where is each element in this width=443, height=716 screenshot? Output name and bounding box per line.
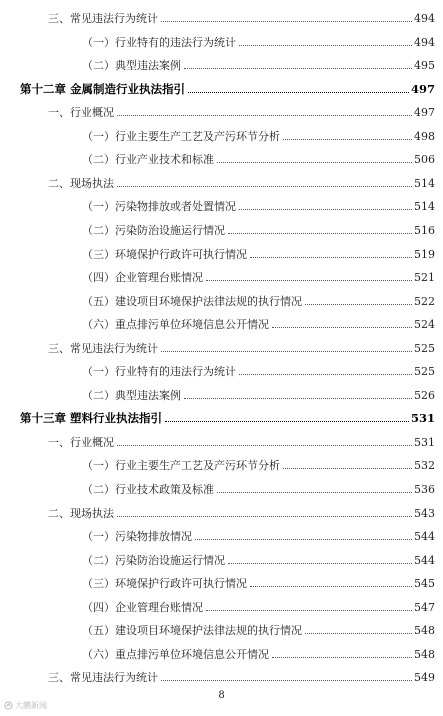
toc-entry-label: （二）污染防治设施运行情况 bbox=[82, 224, 225, 237]
toc-dot-leader bbox=[305, 304, 412, 305]
toc-dot-leader bbox=[206, 610, 412, 611]
toc-entry-label: （四）企业管理台账情况 bbox=[82, 271, 203, 284]
toc-entry-label: （一）污染物排放情况 bbox=[82, 530, 192, 543]
toc-entry-label: 一、行业概况 bbox=[48, 106, 114, 119]
toc-entry bbox=[82, 454, 435, 472]
toc-entry-page: 497 bbox=[414, 106, 435, 119]
toc-entry-label: （三）环境保护行政许可执行情况 bbox=[82, 577, 247, 590]
toc-dot-leader bbox=[117, 445, 412, 446]
toc-entry-page: 531 bbox=[414, 436, 435, 449]
toc-entry-page: 525 bbox=[414, 342, 435, 355]
toc-dot-leader bbox=[165, 421, 409, 422]
toc-entry-label: （二）典型违法案例 bbox=[82, 59, 181, 72]
toc-dot-leader bbox=[228, 563, 412, 564]
toc-entry-page: 526 bbox=[414, 389, 435, 402]
toc-entry-page: 521 bbox=[414, 271, 435, 284]
toc-entry-page: 522 bbox=[414, 295, 435, 308]
toc-entry-label: （二）行业产业技术和标准 bbox=[82, 153, 214, 166]
toc-entry-page: 532 bbox=[414, 459, 435, 472]
page-number: 8 bbox=[218, 690, 225, 701]
toc-entry bbox=[82, 525, 435, 543]
toc-entry-page: 494 bbox=[414, 12, 435, 25]
toc-entry-label: （一）行业主要生产工艺及产污环节分析 bbox=[82, 130, 280, 143]
toc-entry bbox=[82, 31, 435, 49]
toc-entry bbox=[82, 266, 435, 284]
toc-entry-label: （二）污染防治设施运行情况 bbox=[82, 554, 225, 567]
toc-entry-label: （六）重点排污单位环境信息公开情况 bbox=[82, 318, 269, 331]
toc-entry-page: 525 bbox=[414, 365, 435, 378]
toc-entry-page: 519 bbox=[414, 248, 435, 261]
toc-entry bbox=[82, 219, 435, 237]
toc-entry-page: 494 bbox=[414, 36, 435, 49]
toc-dot-leader bbox=[161, 351, 412, 352]
toc-entry-label: 二、现场执法 bbox=[48, 177, 114, 190]
toc-dot-leader bbox=[161, 680, 412, 681]
watermark bbox=[4, 700, 47, 711]
toc-dot-leader bbox=[272, 327, 412, 328]
toc-entry-label: （一）行业特有的违法行为统计 bbox=[82, 36, 236, 49]
toc-entry-label: 第十三章 塑料行业执法指引 bbox=[20, 411, 163, 425]
toc-entry-page: 544 bbox=[414, 530, 435, 543]
watermark-logo-icon bbox=[4, 701, 13, 710]
toc-dot-leader bbox=[184, 68, 412, 69]
toc-entry bbox=[48, 7, 435, 25]
toc-dot-leader bbox=[272, 657, 412, 658]
toc-entry bbox=[82, 195, 435, 213]
toc-entry-page: 524 bbox=[414, 318, 435, 331]
toc-entry bbox=[82, 125, 435, 143]
toc-entry-page: 549 bbox=[414, 671, 435, 684]
toc-entry-page: 495 bbox=[414, 59, 435, 72]
toc-entry bbox=[82, 619, 435, 637]
toc-dot-leader bbox=[228, 233, 412, 234]
toc-dot-leader bbox=[250, 257, 412, 258]
toc-dot-leader bbox=[117, 516, 412, 517]
toc-entry bbox=[48, 337, 435, 355]
toc-entry bbox=[82, 54, 435, 72]
toc-chapter-entry bbox=[20, 78, 435, 96]
toc-entry bbox=[82, 243, 435, 261]
toc-entry-page: 498 bbox=[414, 130, 435, 143]
toc-dot-leader bbox=[184, 398, 412, 399]
toc-entry-page: 514 bbox=[414, 200, 435, 213]
toc-dot-leader bbox=[250, 586, 412, 587]
toc-entry bbox=[82, 384, 435, 402]
toc-entry bbox=[48, 101, 435, 119]
toc-entry bbox=[82, 478, 435, 496]
toc-entry-page: 547 bbox=[414, 601, 435, 614]
toc-entry-label: （五）建设项目环境保护法律法规的执行情况 bbox=[82, 624, 302, 637]
toc-dot-leader bbox=[117, 115, 412, 116]
toc-entry-page: 548 bbox=[414, 648, 435, 661]
toc-dot-leader bbox=[239, 45, 412, 46]
toc-entry bbox=[48, 431, 435, 449]
toc-entry-page: 497 bbox=[410, 82, 435, 96]
toc-entry-page: 536 bbox=[414, 483, 435, 496]
toc-dot-leader bbox=[217, 162, 412, 163]
toc-entry-page: 531 bbox=[410, 411, 435, 425]
toc-entry bbox=[82, 549, 435, 567]
toc-entry bbox=[82, 643, 435, 661]
toc-dot-leader bbox=[206, 280, 412, 281]
toc-entry bbox=[82, 313, 435, 331]
toc-dot-leader bbox=[195, 539, 412, 540]
toc-entry bbox=[82, 596, 435, 614]
toc-entry-label: 第十二章 金属制造行业执法指引 bbox=[20, 82, 186, 96]
toc-dot-leader bbox=[161, 21, 412, 22]
toc-dot-leader bbox=[117, 186, 412, 187]
toc-entry bbox=[48, 172, 435, 190]
toc-entry bbox=[48, 666, 435, 684]
toc-entry-label: （三）环境保护行政许可执行情况 bbox=[82, 248, 247, 261]
toc-entry-label: （二）典型违法案例 bbox=[82, 389, 181, 402]
toc-entry-label: （四）企业管理台账情况 bbox=[82, 601, 203, 614]
toc-entry bbox=[82, 360, 435, 378]
toc-dot-leader bbox=[239, 209, 412, 210]
toc-entry-label: （一）行业特有的违法行为统计 bbox=[82, 365, 236, 378]
toc-entry-label: 二、现场执法 bbox=[48, 507, 114, 520]
toc-entry-label: 三、常见违法行为统计 bbox=[48, 12, 158, 25]
toc-entry-label: （五）建设项目环境保护法律法规的执行情况 bbox=[82, 295, 302, 308]
toc-entry-page: 543 bbox=[414, 507, 435, 520]
toc-entry-page: 545 bbox=[414, 577, 435, 590]
toc-entry-page: 516 bbox=[414, 224, 435, 237]
toc-entry-label: （二）行业技术政策及标准 bbox=[82, 483, 214, 496]
toc-dot-leader bbox=[283, 468, 412, 469]
toc-entry-page: 544 bbox=[414, 554, 435, 567]
toc-entry bbox=[82, 290, 435, 308]
toc-entry bbox=[48, 502, 435, 520]
toc-dot-leader bbox=[305, 633, 412, 634]
toc-entry-label: （六）重点排污单位环境信息公开情况 bbox=[82, 648, 269, 661]
toc-dot-leader bbox=[239, 374, 412, 375]
toc-entry-page: 506 bbox=[414, 153, 435, 166]
toc-dot-leader bbox=[217, 492, 412, 493]
toc-entry-label: 一、行业概况 bbox=[48, 436, 114, 449]
watermark-text: 大鹏新闻 bbox=[15, 701, 47, 710]
toc-entry-label: （一）污染物排放或者处置情况 bbox=[82, 200, 236, 213]
toc-entry-page: 548 bbox=[414, 624, 435, 637]
toc-entry bbox=[82, 148, 435, 166]
toc-entry-label: 三、常见违法行为统计 bbox=[48, 671, 158, 684]
toc-dot-leader bbox=[188, 92, 409, 93]
toc-entry-label: （一）行业主要生产工艺及产污环节分析 bbox=[82, 459, 280, 472]
toc-chapter-entry bbox=[20, 407, 435, 425]
toc-entry bbox=[82, 572, 435, 590]
toc-dot-leader bbox=[283, 139, 412, 140]
toc-entry-label: 三、常见违法行为统计 bbox=[48, 342, 158, 355]
toc-entry-page: 514 bbox=[414, 177, 435, 190]
